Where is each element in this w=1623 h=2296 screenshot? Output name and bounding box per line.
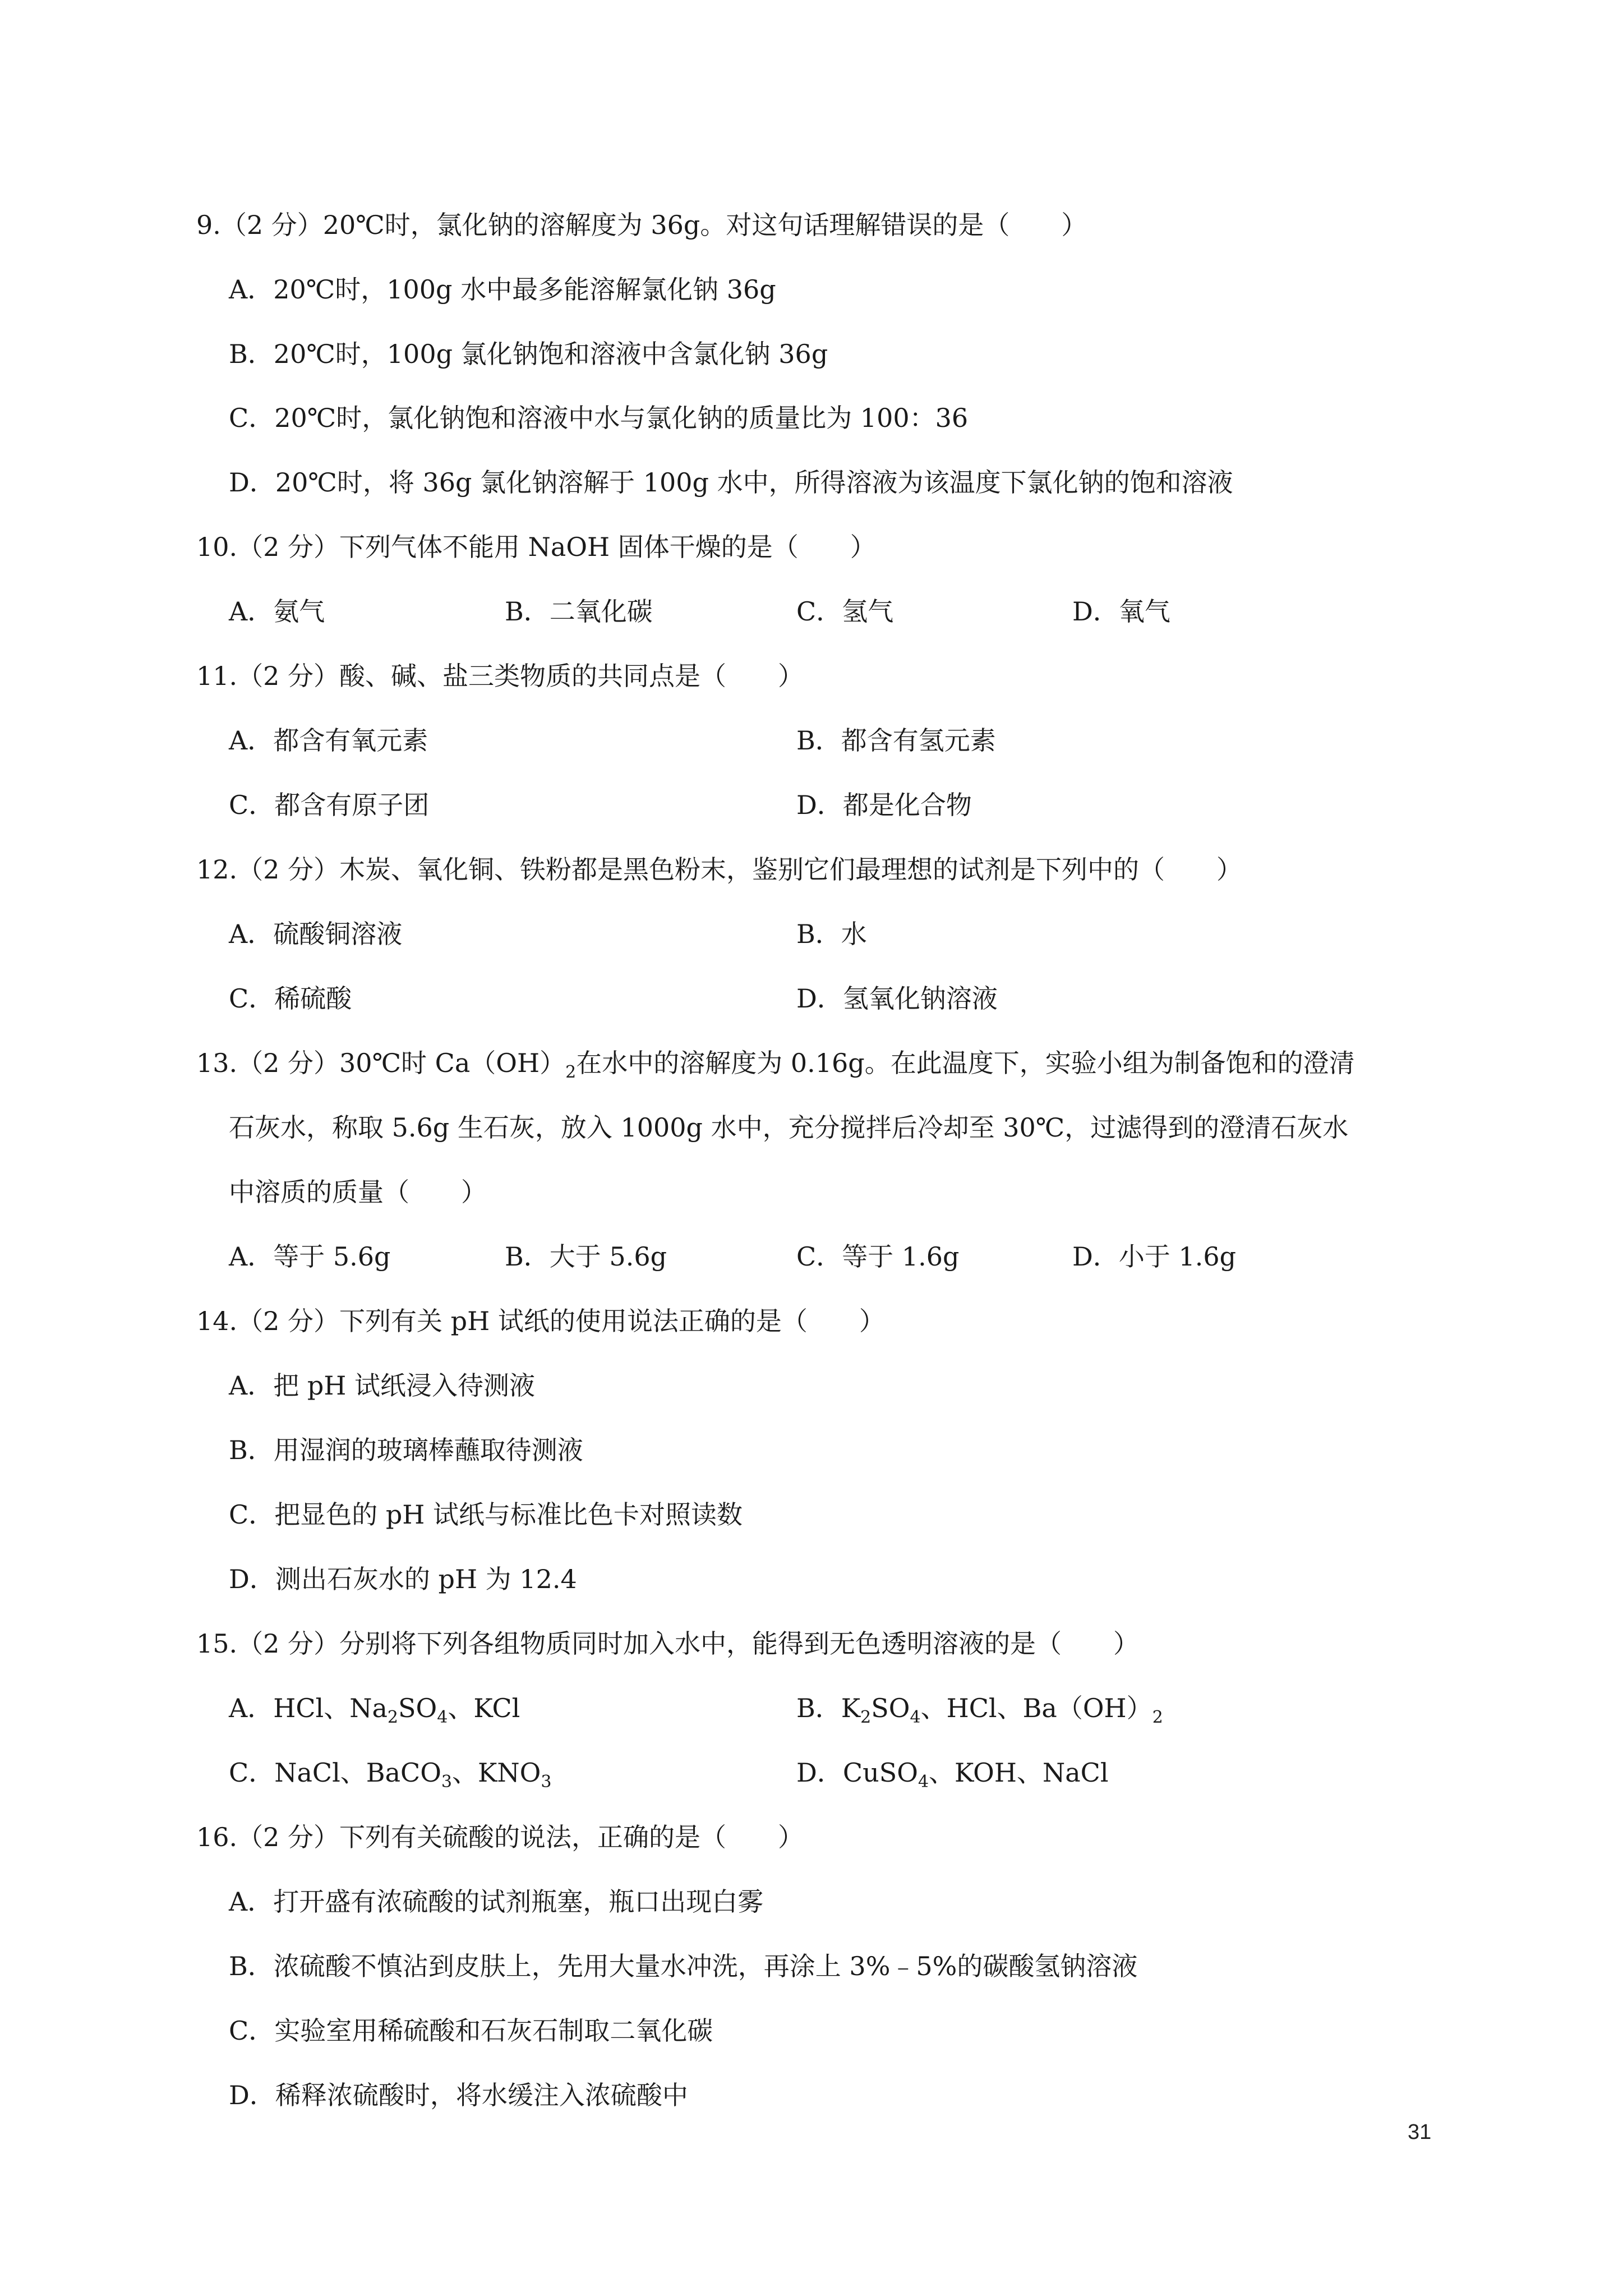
question-15-option-a — [229, 1695, 520, 1726]
question-9-stem: 9.（2 分）20℃时，氯化钠的溶解度为 36g。对这句话理解错误的是（ ） — [196, 210, 1087, 240]
question-14-option-c: C．把显色的 pH 试纸与标准比色卡对照读数 — [229, 1499, 743, 1530]
subscript: 2 — [387, 1708, 399, 1727]
question-16-stem: 16.（2 分）下列有关硫酸的说法，正确的是（ ） — [196, 1822, 804, 1852]
question-13-stem-part1: 13.（2 分）30℃时 Ca（OH） — [196, 1048, 566, 1078]
question-13-option-c: C．等于 1.6g — [796, 1241, 960, 1272]
question-13-stem-part2: 在水中的溶解度为 0.16g。在此温度下，实验小组为制备饱和的澄清 — [576, 1048, 1355, 1078]
question-16-option-a: A．打开盛有浓硫酸的试剂瓶塞，瓶口出现白雾 — [229, 1887, 764, 1917]
question-15-option-b — [796, 1695, 1163, 1726]
question-15-stem: 15.（2 分）分别将下列各组物质同时加入水中，能得到无色透明溶液的是（ ） — [196, 1628, 1140, 1659]
question-16-option-b: B．浓硫酸不慎沾到皮肤上，先用大量水冲洗，再涂上 3%﹣5%的碳酸氢钠溶液 — [229, 1951, 1138, 1981]
question-12-option-d: D．氢氧化钠溶液 — [796, 983, 998, 1014]
question-12-option-a: A．硫酸铜溶液 — [229, 919, 403, 949]
question-13-stem-line3: 中溶质的质量（ ） — [229, 1177, 487, 1207]
option-text: C．NaCl、BaCO — [229, 1757, 441, 1788]
question-13-option-b: B．大于 5.6g — [505, 1241, 667, 1272]
question-12-option-b: B．水 — [796, 919, 867, 949]
subscript: 2 — [1152, 1708, 1163, 1727]
subscript: 2 — [860, 1708, 872, 1727]
question-9-option-c: C．20℃时，氯化钠饱和溶液中水与氯化钠的质量比为 100：36 — [229, 403, 969, 433]
question-13-stem-line2: 石灰水，称取 5.6g 生石灰，放入 1000g 水中，充分搅拌后冷却至 30℃，过滤得到的澄清石灰水 — [229, 1112, 1349, 1143]
question-15-option-c — [229, 1757, 552, 1792]
subscript: 4 — [437, 1708, 448, 1727]
question-10-option-b: B．二氧化碳 — [505, 596, 653, 627]
question-11-option-c: C．都含有原子团 — [229, 790, 430, 820]
question-16-option-d: D．稀释浓硫酸时，将水缓注入浓硫酸中 — [229, 2080, 688, 2110]
question-12-stem: 12.（2 分）木炭、氧化铜、铁粉都是黑色粉末，鉴别它们最理想的试剂是下列中的（ ） — [196, 854, 1243, 885]
question-11-option-d: D．都是化合物 — [796, 790, 972, 820]
question-11-option-b: B．都含有氢元素 — [796, 725, 996, 756]
question-13-option-d: D．小于 1.6g — [1072, 1241, 1237, 1272]
option-text: SO — [871, 1693, 910, 1723]
question-10-option-a: A．氨气 — [229, 596, 325, 627]
option-text: 、KCl — [448, 1693, 520, 1723]
question-13-stem — [196, 1050, 1355, 1081]
subscript: 4 — [917, 1772, 929, 1792]
option-text: SO — [398, 1693, 437, 1723]
option-text: 、HCl、Ba（OH） — [920, 1693, 1152, 1723]
question-10-option-c: C．氢气 — [796, 596, 894, 627]
question-10-stem: 10.（2 分）下列气体不能用 NaOH 固体干燥的是（ ） — [196, 532, 876, 562]
question-14-option-a: A．把 pH 试纸浸入待测液 — [229, 1370, 536, 1401]
question-12-option-c: C．稀硫酸 — [229, 983, 352, 1014]
question-9-option-d: D．20℃时，将 36g 氯化钠溶解于 100g 水中，所得溶液为该温度下氯化钠的饱和溶液 — [229, 467, 1233, 498]
subscript: 2 — [565, 1062, 577, 1082]
question-16-option-c: C．实验室用稀硫酸和石灰石制取二氧化碳 — [229, 2016, 713, 2046]
subscript: 3 — [441, 1772, 453, 1792]
question-14-option-d: D．测出石灰水的 pH 为 12.4 — [229, 1564, 577, 1594]
option-text: A．HCl、Na — [229, 1693, 388, 1723]
page-number: 31 — [1408, 2120, 1432, 2144]
option-text: D．CuSO — [796, 1757, 918, 1788]
question-13-option-a: A．等于 5.6g — [229, 1241, 391, 1272]
question-11-option-a: A．都含有氧元素 — [229, 725, 428, 756]
question-11-stem: 11.（2 分）酸、碱、盐三类物质的共同点是（ ） — [196, 661, 804, 691]
question-9-option-b: B．20℃时，100g 氯化钠饱和溶液中含氯化钠 36g — [229, 339, 828, 369]
option-text: B．K — [796, 1693, 861, 1723]
question-10-option-d: D．氧气 — [1072, 596, 1170, 627]
question-14-option-b: B．用湿润的玻璃棒蘸取待测液 — [229, 1435, 583, 1465]
option-text: 、KOH、NaCl — [929, 1757, 1109, 1788]
option-text: 、KNO — [452, 1757, 541, 1788]
question-9-option-a: A．20℃时，100g 水中最多能溶解氯化钠 36g — [229, 274, 776, 305]
question-14-stem: 14.（2 分）下列有关 pH 试纸的使用说法正确的是（ ） — [196, 1306, 885, 1336]
subscript: 3 — [541, 1772, 552, 1792]
question-15-option-d — [796, 1757, 1109, 1792]
subscript: 4 — [910, 1708, 921, 1727]
